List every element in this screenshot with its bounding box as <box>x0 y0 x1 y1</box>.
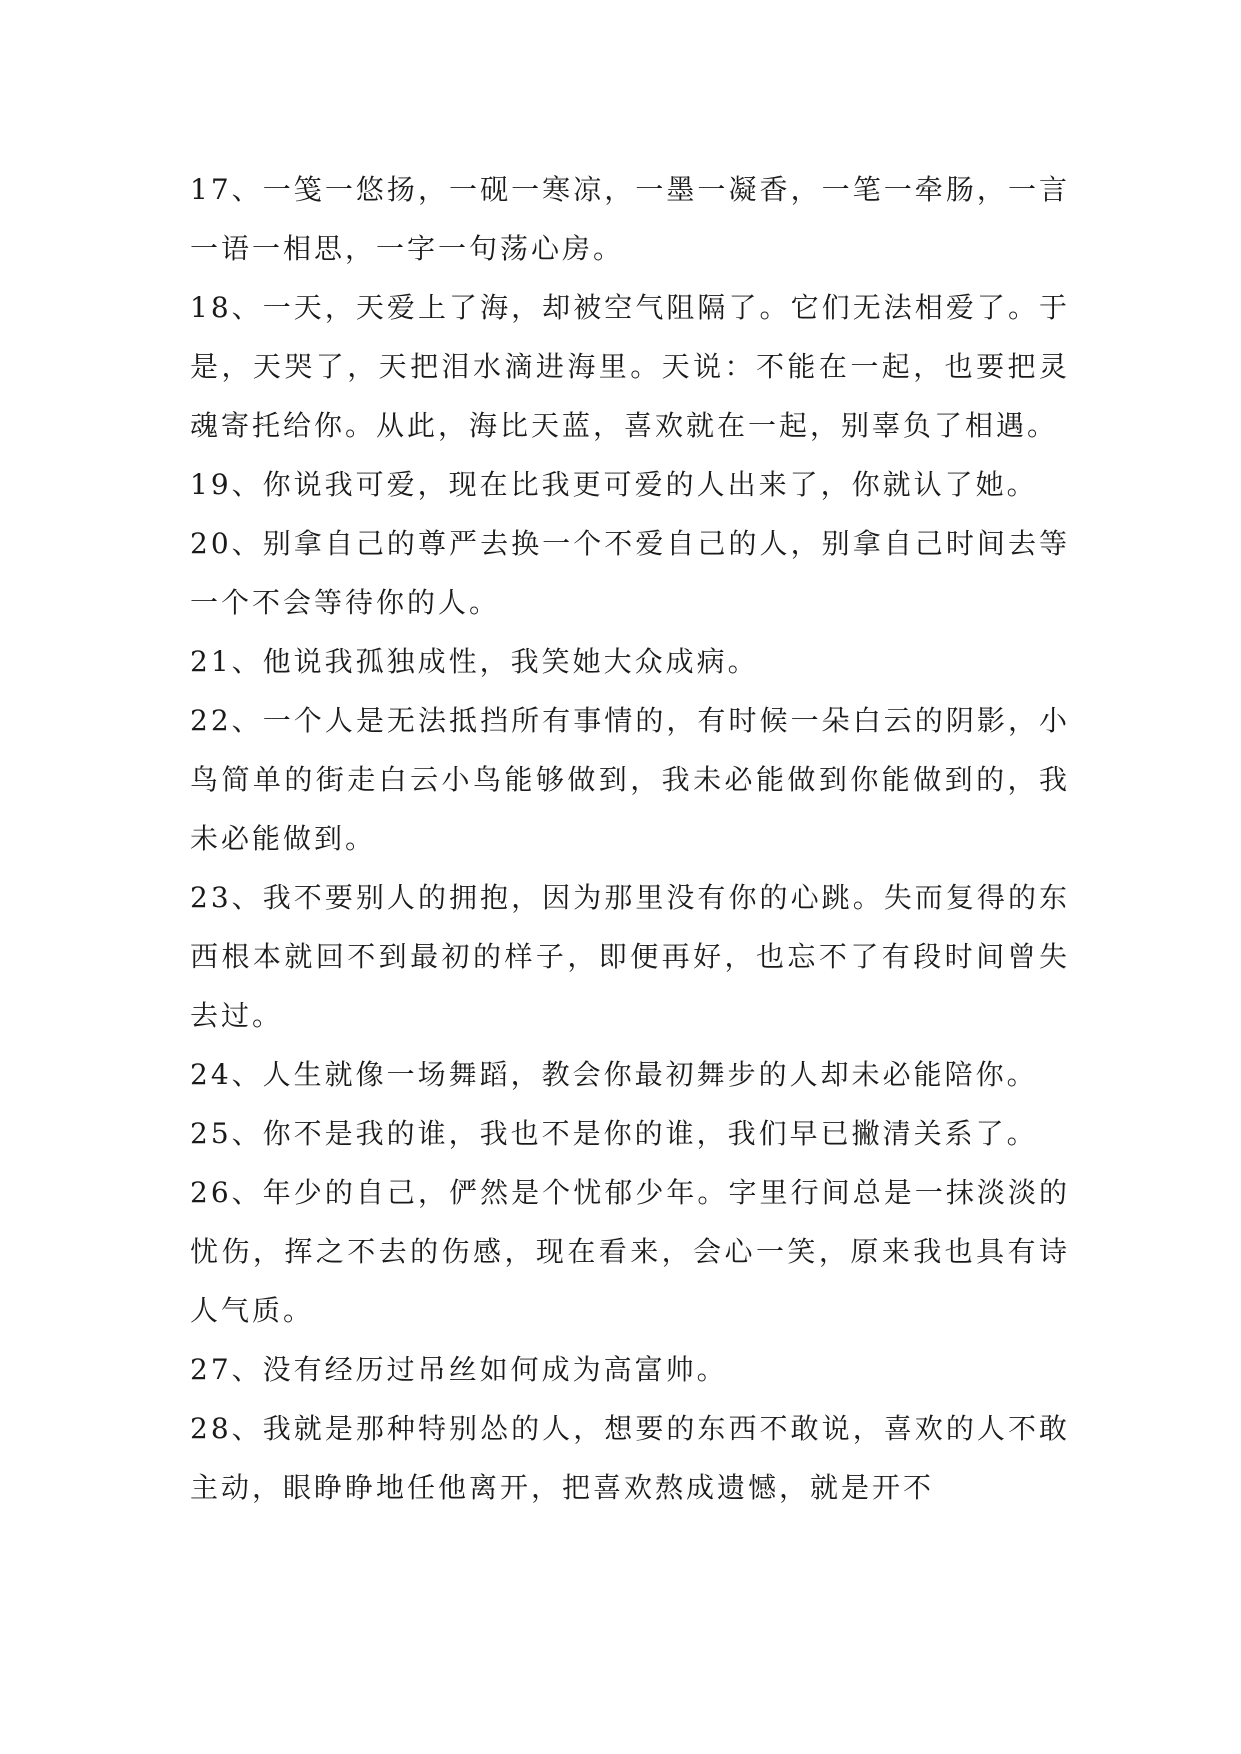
paragraph-17: 17、一笺一悠扬，一砚一寒凉，一墨一凝香，一笔一牵肠，一言一语一相思，一字一句荡心房。 <box>190 173 1070 265</box>
paragraph-27: 27、没有经历过吊丝如何成为高富帅。 <box>190 1353 728 1386</box>
paragraph-25: 25、你不是我的谁，我也不是你的谁，我们早已撇清关系了。 <box>190 1117 1038 1150</box>
paragraph-19: 19、你说我可爱，现在比我更可爱的人出来了，你就认了她。 <box>190 468 1038 501</box>
paragraph-24: 24、人生就像一场舞蹈，教会你最初舞步的人却未必能陪你。 <box>190 1058 1038 1091</box>
paragraph-20: 20、别拿自己的尊严去换一个不爱自己的人，别拿自己时间去等一个不会等待你的人。 <box>190 527 1070 619</box>
paragraph-28: 28、我就是那种特别怂的人，想要的东西不敢说，喜欢的人不敢主动，眼睁睁地任他离开，把喜欢熬成遗憾，就是开不 <box>190 1412 1070 1504</box>
paragraph-18: 18、一天，天爱上了海，却被空气阻隔了。它们无法相爱了。于是，天哭了，天把泪水滴进海里。天说：不能在一起，也要把灵魂寄托给你。从此，海比天蓝，喜欢就在一起，别辜负了相遇。 <box>190 291 1070 442</box>
paragraph-21: 21、他说我孤独成性，我笑她大众成病。 <box>190 645 759 678</box>
paragraph-22: 22、一个人是无法抵挡所有事情的，有时候一朵白云的阴影，小鸟简单的街走白云小鸟能够做到，我未必能做到你能做到的，我未必能做到。 <box>190 704 1070 855</box>
paragraph-23: 23、我不要别人的拥抱，因为那里没有你的心跳。失而复得的东西根本就回不到最初的样子，即便再好，也忘不了有段时间曾失去过。 <box>190 881 1070 1032</box>
paragraph-26: 26、年少的自己，俨然是个忧郁少年。字里行间总是一抹淡淡的忧伤，挥之不去的伤感，现在看来，会心一笑，原来我也具有诗人气质。 <box>190 1176 1070 1327</box>
document-body <box>190 160 1070 1517</box>
